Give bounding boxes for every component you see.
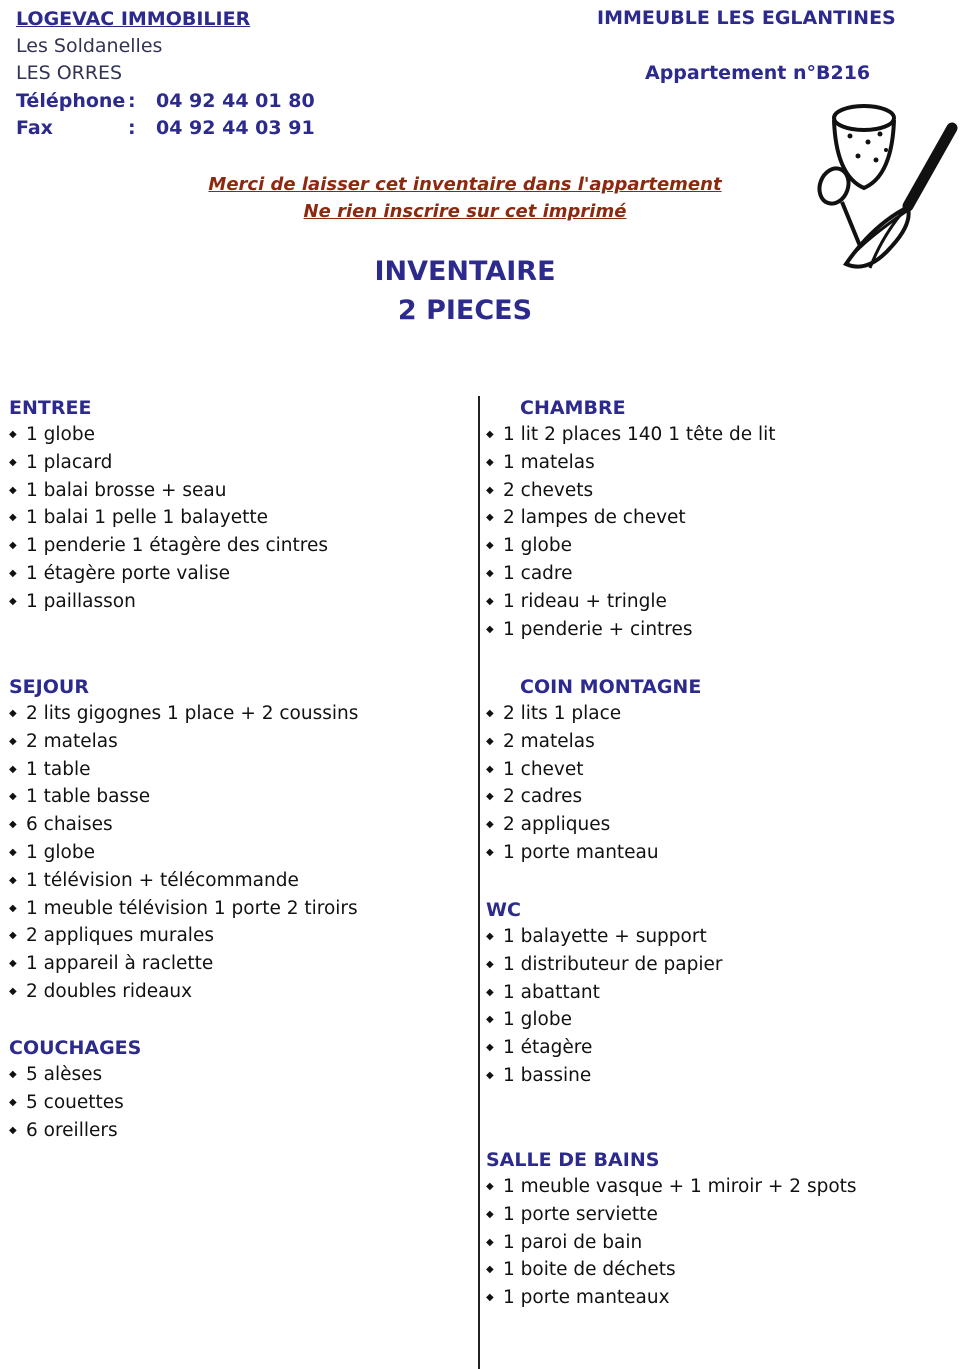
phone-separator: : bbox=[128, 90, 136, 112]
list-item: ◆ 1 porte manteaux bbox=[486, 1284, 857, 1312]
list-item: ◆ 1 chevet bbox=[486, 756, 701, 784]
building-name: IMMEUBLE LES EGLANTINES bbox=[597, 7, 896, 29]
list-item: ◆ 1 balayette + support bbox=[486, 923, 722, 951]
section-title: SEJOUR bbox=[9, 676, 89, 698]
agency-address-line2: LES ORRES bbox=[16, 62, 123, 84]
list-item: ◆ 5 alèses bbox=[9, 1061, 141, 1089]
list-item: ◆ 1 globe bbox=[486, 532, 776, 560]
list-item: ◆ 2 lampes de chevet bbox=[486, 504, 776, 532]
apartment-number: Appartement n°B216 bbox=[645, 62, 871, 84]
list-item: ◆ 2 appliques murales bbox=[9, 922, 358, 950]
list-item: ◆ 1 table bbox=[9, 756, 358, 784]
list-item: ◆ 2 lits 1 place bbox=[486, 700, 701, 728]
section-sejour bbox=[9, 676, 358, 1006]
phone-number: 04 92 44 01 80 bbox=[156, 90, 315, 112]
list-item: ◆ 1 appareil à raclette bbox=[9, 950, 358, 978]
section-title: CHAMBRE bbox=[520, 397, 626, 419]
section-title: WC bbox=[486, 899, 521, 921]
list-item: ◆ 1 distributeur de papier bbox=[486, 951, 722, 979]
list-item: ◆ 1 télévision + télécommande bbox=[9, 867, 358, 895]
column-divider bbox=[478, 396, 480, 1369]
list-item: ◆ 2 cadres bbox=[486, 783, 701, 811]
notice-leave-inventory: Merci de laisser cet inventaire dans l'appartement bbox=[208, 174, 722, 195]
list-item: ◆ 1 porte manteau bbox=[486, 839, 701, 867]
section-title: ENTREE bbox=[9, 397, 92, 419]
list-item: ◆ 1 étagère bbox=[486, 1034, 722, 1062]
list-item: ◆ 2 appliques bbox=[486, 811, 701, 839]
section-title: COIN MONTAGNE bbox=[520, 676, 702, 698]
notice-do-not-write: Ne rien inscrire sur cet imprimé bbox=[303, 201, 627, 222]
list-item: ◆ 1 porte serviette bbox=[486, 1201, 857, 1229]
list-item: ◆ 1 globe bbox=[9, 839, 358, 867]
list-item: ◆ 2 matelas bbox=[9, 728, 358, 756]
section-entree bbox=[9, 397, 328, 616]
list-item: ◆ 1 lit 2 places 140 1 tête de lit bbox=[486, 421, 776, 449]
document-subtitle: 2 PIECES bbox=[397, 295, 533, 326]
section-coin-montagne bbox=[486, 676, 701, 867]
list-item: ◆ 1 boite de déchets bbox=[486, 1256, 857, 1284]
list-item: ◆ 1 balai 1 pelle 1 balayette bbox=[9, 504, 328, 532]
agency-address-line1: Les Soldanelles bbox=[16, 35, 163, 57]
list-item: ◆ 1 étagère porte valise bbox=[9, 560, 328, 588]
phone-label: Téléphone bbox=[16, 90, 126, 112]
list-item: ◆ 1 globe bbox=[486, 1006, 722, 1034]
list-item: ◆ 2 chevets bbox=[486, 477, 776, 505]
list-item: ◆ 2 lits gigognes 1 place + 2 coussins bbox=[9, 700, 358, 728]
list-item: ◆ 1 balai brosse + seau bbox=[9, 477, 328, 505]
list-item: ◆ 1 bassine bbox=[486, 1062, 722, 1090]
section-salle-de-bains bbox=[486, 1149, 857, 1312]
list-item: ◆ 1 penderie 1 étagère des cintres bbox=[9, 532, 328, 560]
list-item: ◆ 6 chaises bbox=[9, 811, 358, 839]
list-item: ◆ 1 rideau + tringle bbox=[486, 588, 776, 616]
fax-label: Fax bbox=[16, 117, 53, 139]
list-item: ◆ 1 table basse bbox=[9, 783, 358, 811]
fax-separator: : bbox=[128, 117, 136, 139]
list-item: ◆ 1 penderie + cintres bbox=[486, 616, 776, 644]
section-chambre bbox=[486, 397, 776, 643]
section-wc bbox=[486, 899, 722, 1090]
section-couchages bbox=[9, 1037, 141, 1144]
section-title: SALLE DE BAINS bbox=[486, 1149, 660, 1171]
document-title: INVENTAIRE bbox=[374, 256, 556, 287]
list-item: ◆ 1 globe bbox=[9, 421, 328, 449]
agency-name: LOGEVAC IMMOBILIER bbox=[16, 8, 251, 30]
list-item: ◆ 1 placard bbox=[9, 449, 328, 477]
fax-number: 04 92 44 03 91 bbox=[156, 117, 315, 139]
list-item: ◆ 1 abattant bbox=[486, 979, 722, 1007]
list-item: ◆ 2 matelas bbox=[486, 728, 701, 756]
list-item: ◆ 6 oreillers bbox=[9, 1117, 141, 1145]
list-item: ◆ 1 meuble télévision 1 porte 2 tiroirs bbox=[9, 895, 358, 923]
list-item: ◆ 1 meuble vasque + 1 miroir + 2 spots bbox=[486, 1173, 857, 1201]
list-item: ◆ 1 cadre bbox=[486, 560, 776, 588]
list-item: ◆ 1 paroi de bain bbox=[486, 1229, 857, 1257]
list-item: ◆ 1 matelas bbox=[486, 449, 776, 477]
list-item: ◆ 5 couettes bbox=[9, 1089, 141, 1117]
section-title: COUCHAGES bbox=[9, 1037, 142, 1059]
list-item: ◆ 1 paillasson bbox=[9, 588, 328, 616]
list-item: ◆ 2 doubles rideaux bbox=[9, 978, 358, 1006]
